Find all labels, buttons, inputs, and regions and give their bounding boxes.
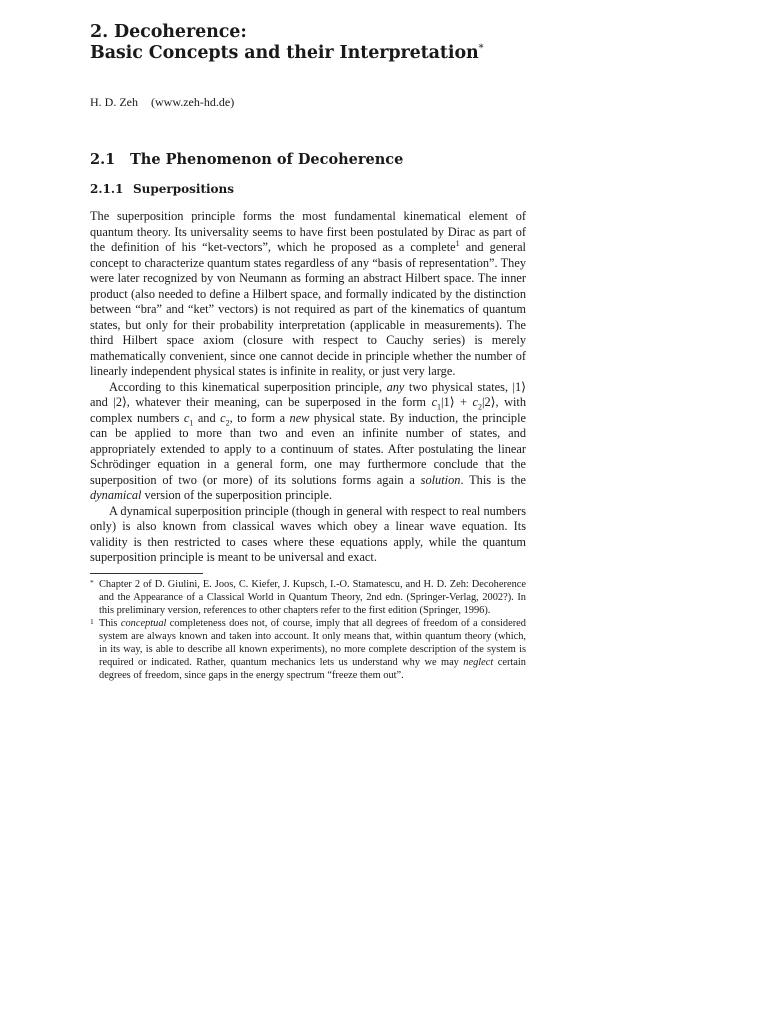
- author-name: H. D. Zeh: [90, 95, 138, 109]
- paragraph-2-em-any: any: [386, 379, 405, 394]
- math-c1-b-sub: 1: [189, 417, 194, 427]
- paragraph-2-em-new: new: [289, 410, 310, 425]
- footnote-1-text-a: This: [99, 617, 121, 629]
- math-c2-b: c: [220, 410, 226, 425]
- paragraph-1-text-b: and general concept to characterize quantum states regardless of any “basis of representation”. They were later recognized by von Neumann as forming an abstract Hilbert space. The inner product (also needed to define a Hilbert space, and formally indicated by the distinction between “bra” and “ket” vectors) is not required as part of the kinematics of quantum states, but only for their probability interpretation (applicable in measurements). The third Hilbert space axiom (closure with respect to Cauchy series) is merely mathematically convenient, since one cannot decide in principle whether the number of linearly independent physical states is infinite in reality, or just very large.: [90, 240, 526, 378]
- paragraph-2-and: and: [193, 410, 221, 425]
- paragraph-1-text-a: The superposition principle forms the most fundamental kinematical element of quantum theory. Its universality seems to have first been postulated by Dirac as part of the definition of his “ket-vectors”, which he proposed as a complete: [90, 209, 526, 254]
- paragraph-2-text-f: . This is the: [460, 472, 526, 487]
- paragraph-2-text-b: two physical states, |1⟩ and |2⟩, whatever their meaning, can be superposed in the form: [90, 379, 526, 409]
- author-line: [90, 95, 526, 110]
- footnote-1-text-c: certain degrees of freedom, since gaps in the energy spectrum “freeze them out”.: [99, 657, 526, 682]
- footnote-1: [90, 617, 526, 682]
- subsection-title: Superpositions: [133, 182, 235, 196]
- paragraph-2: [90, 380, 526, 504]
- footnote-1-em-neglect: neglect: [463, 657, 494, 669]
- footnote-ref-1: 1: [455, 238, 460, 248]
- subsection-number: 2.1.1: [90, 182, 124, 196]
- math-ket1-plus: |1⟩ +: [441, 395, 473, 409]
- math-c2-sub: 2: [478, 402, 482, 412]
- footnote-star-mark: *: [90, 577, 94, 587]
- footnote-star: [90, 578, 526, 617]
- paragraph-2-text-g: version of the superposition principle.: [141, 488, 333, 502]
- math-c2-b-sub: 2: [225, 417, 230, 427]
- paragraph-1: [90, 209, 526, 380]
- footnote-1-em-conceptual: conceptual: [120, 617, 167, 629]
- footnotes: [90, 578, 526, 683]
- paragraph-3: A dynamical superposition principle (though in general with respect to real numbers only) is also known from classical waves which obey a linear wave equation. Its validity is then restricted to cases where these equations apply, while the quantum superposition principle is meant to be universal and exact.: [90, 503, 526, 564]
- author-url: (www.zeh-hd.de): [151, 95, 235, 109]
- footnote-star-text: Chapter 2 of D. Giulini, E. Joos, C. Kiefer, J. Kupsch, I.-O. Stamatescu, and H. D. Zeh: Decoherence and the Appearance of a Classical World in Quantum Theory, 2nd edn. (Springer-Verlag, 2002?). In this preliminary version, references to other chapters refer to the first edition (Springer, 1996).: [99, 578, 526, 616]
- chapter-title-line1: 2. Decoherence:: [90, 22, 247, 42]
- math-c1: c: [431, 395, 438, 409]
- subsection-heading: [90, 182, 526, 197]
- paragraph-2-text-a: According to this kinematical superposition principle,: [109, 379, 387, 394]
- footnote-divider: [90, 573, 203, 574]
- math-c1-sub: 1: [437, 402, 442, 412]
- section-number: 2.1: [90, 151, 116, 168]
- math-c1-b: c: [183, 410, 190, 425]
- math-c2: c: [472, 395, 478, 409]
- footnote-1-text-b: completeness does not, of course, imply that all degrees of freedom of a considered system are always known and taken into account. It only means that, within quantum theory (which, in its way, is able to describe all known experiments), no more complete description of the system is required or indicated. Rather, quantum mechanics lets us understand why we may: [99, 617, 526, 669]
- chapter-title-footnote-mark: *: [478, 43, 484, 55]
- paragraph-2-em-dynamical: dynamical: [90, 488, 142, 502]
- paragraph-2-text-e: physical state. By induction, the principle can be applied to more than two and even an infinite number of states, and appropriately extended to apply to a continuum of states. After postulating the linear Schrödinger equation in a general form, one may furthermore conclude that the superposition of two (or more) of its solutions forms again a: [90, 410, 526, 487]
- chapter-title: [90, 22, 526, 64]
- paragraph-2-em-solution: solution: [420, 472, 461, 487]
- section-heading: [90, 151, 526, 169]
- chapter-title-line2: Basic Concepts and their Interpretation: [90, 43, 479, 63]
- paragraph-2-text-c: |2⟩, with complex numbers: [90, 395, 527, 425]
- paper-page: [90, 22, 526, 682]
- section-title: The Phenomenon of Decoherence: [130, 151, 404, 168]
- paragraph-2-text-d: , to form a: [229, 410, 290, 425]
- footnote-1-mark: 1: [90, 616, 94, 626]
- body-text: [90, 209, 526, 566]
